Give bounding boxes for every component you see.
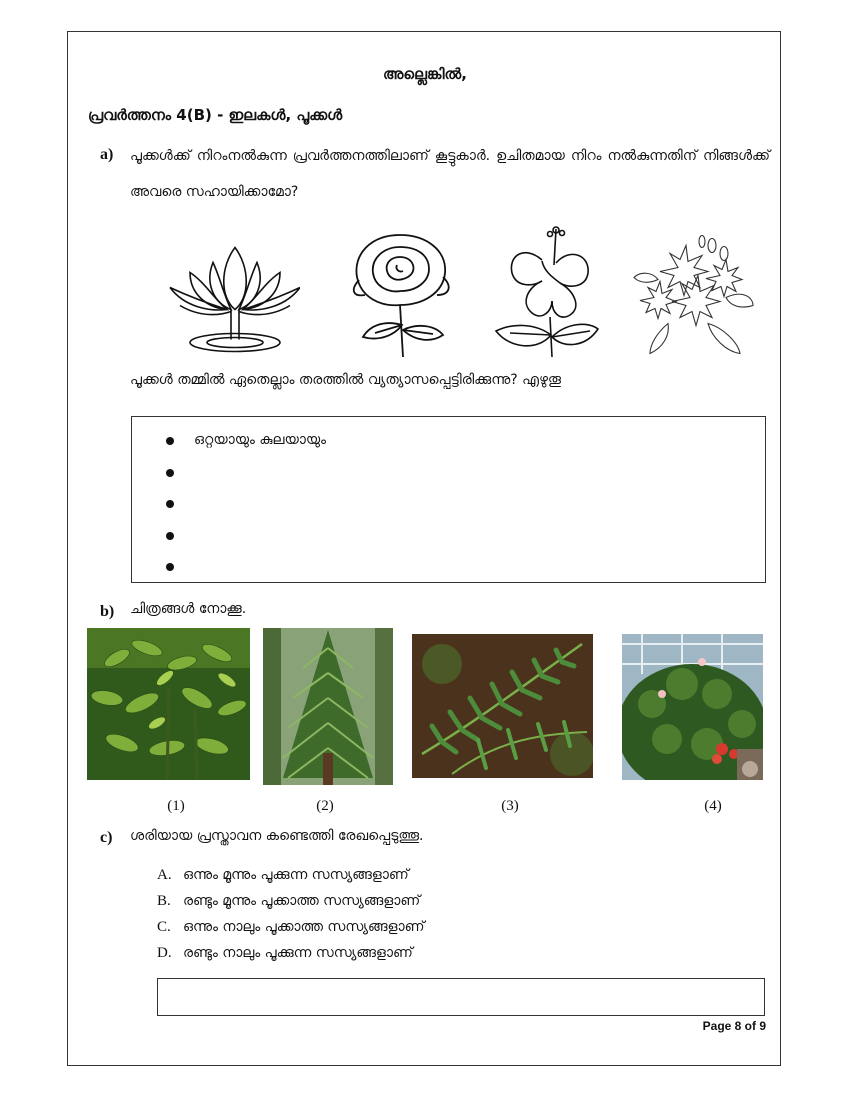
option-letter: C. bbox=[157, 919, 171, 935]
question-c-text: ശരിയായ പ്രസ്താവന കണ്ടെത്തി രേഖപ്പെടുത്തൂ. bbox=[130, 828, 424, 844]
question-c-label: c) bbox=[100, 829, 113, 846]
question-a-text: പൂക്കൾക്ക് നിറംനൽകുന്ന പ്രവർത്തനത്തിലാണ് കൂട്ടുകാർ. ഉചിതമായ നിറം നൽകുന്നതിന് നിങ്ങൾക്ക് അവരെ സഹായിക്കാമോ? bbox=[130, 148, 770, 200]
option-letter: B. bbox=[157, 893, 171, 909]
bullet-item[interactable] bbox=[164, 551, 326, 583]
hibiscus-drawing bbox=[490, 225, 600, 360]
or-heading: അല്ലെങ്കിൽ, bbox=[383, 65, 467, 83]
option-text: ഒന്നും മൂന്നും പൂക്കുന്ന സസ്യങ്ങളാണ് bbox=[183, 867, 409, 883]
bullet-item[interactable] bbox=[164, 457, 326, 489]
plant-photo-4 bbox=[622, 634, 763, 780]
answer-box-a[interactable] bbox=[131, 416, 766, 583]
plant-photo-1 bbox=[87, 628, 250, 780]
jasmine-drawing bbox=[628, 225, 756, 360]
option-letter: A. bbox=[157, 867, 172, 883]
bullet-item[interactable] bbox=[164, 520, 326, 552]
option-text: രണ്ടും മൂന്നും പൂക്കാത്ത സസ്യങ്ങളാണ് bbox=[183, 893, 421, 909]
option-d[interactable] bbox=[157, 940, 424, 966]
answer-box-c[interactable] bbox=[157, 978, 765, 1016]
option-c[interactable] bbox=[157, 914, 424, 940]
flower-drawings bbox=[160, 225, 760, 360]
photo-caption-1: (1) bbox=[167, 798, 185, 814]
option-letter: D. bbox=[157, 945, 172, 961]
option-b[interactable] bbox=[157, 888, 424, 914]
bullet-item[interactable] bbox=[164, 488, 326, 520]
bullet-item: ഒറ്റയായും കുലയായും bbox=[164, 425, 326, 457]
question-a-subquestion: പൂക്കൾ തമ്മിൽ ഏതെല്ലാം തരത്തിൽ വ്യത്യാസപ്പെട്ടിരിക്കുന്നു? എഴുതൂ bbox=[130, 372, 561, 388]
option-a[interactable] bbox=[157, 862, 424, 888]
option-text: ഒന്നും നാലും പൂക്കാത്ത സസ്യങ്ങളാണ് bbox=[183, 919, 425, 935]
photo-caption-2: (2) bbox=[316, 798, 334, 814]
rose-drawing bbox=[345, 225, 455, 360]
options-list bbox=[157, 862, 424, 966]
plant-photo-3 bbox=[412, 634, 593, 778]
page-number: Page 8 of 9 bbox=[702, 1019, 766, 1033]
question-b-text: ചിത്രങ്ങൾ നോക്കൂ. bbox=[130, 601, 247, 617]
activity-title: പ്രവർത്തനം 4(B) - ഇലകൾ, പൂക്കൾ bbox=[88, 106, 343, 124]
plant-photo-2 bbox=[263, 628, 393, 785]
question-a-label: a) bbox=[100, 146, 114, 163]
option-text: രണ്ടും നാലും പൂക്കുന്ന സസ്യങ്ങളാണ് bbox=[183, 945, 413, 961]
answer-bullets bbox=[164, 425, 326, 583]
question-b-label: b) bbox=[100, 603, 115, 620]
photo-caption-3: (3) bbox=[501, 798, 519, 814]
photo-caption-4: (4) bbox=[704, 798, 722, 814]
lotus-drawing bbox=[165, 225, 300, 360]
